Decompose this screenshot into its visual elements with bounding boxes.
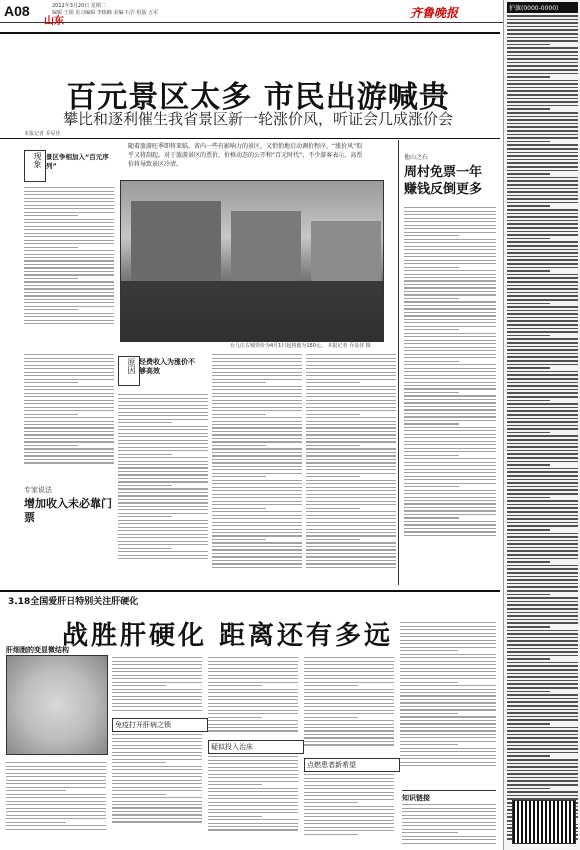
liver-cell-figure: [6, 655, 108, 755]
aside-body: [402, 802, 496, 846]
feature-col-2: [208, 655, 298, 734]
lead-photo: [120, 180, 384, 342]
feature-banner: 3.18全国爱肝日特别关注肝硬化: [8, 597, 139, 607]
reason-title: 经费收入为涨价不够高效: [139, 358, 195, 375]
lead-body-col-3: [212, 352, 302, 570]
feature-subhead-2: 疑似投入治床: [208, 740, 304, 754]
lead-headline: 百元景区太多 市民出游喊贵: [66, 80, 450, 115]
photo-caption: 台儿庄古城票价为4月1日起将涨为160元。 本报记者 乔显佳 摄: [230, 343, 371, 349]
rule: [0, 138, 500, 139]
feature-subhead-3: 点燃患者新希望: [304, 758, 400, 772]
side-title: 周村免票一年赚钱反倒更多: [404, 165, 483, 197]
side-body: [404, 205, 496, 538]
ads-text: [504, 15, 580, 840]
lead-body-col-4: [306, 352, 396, 570]
feature-subhead-1: 免疫打开肝病之锁: [112, 718, 208, 732]
feature-col-3b: [304, 772, 394, 837]
column-divider: [398, 140, 399, 585]
editors-line: 编辑 王娟 见习编辑 李栋楠 美编 石岩 组版 五军: [52, 10, 159, 16]
lead-byline: 本报记者 乔显佳: [24, 131, 61, 137]
expert-title: 增加收入未必靠门票: [24, 497, 112, 524]
lead-body-col-5: [24, 352, 114, 466]
classified-ads-column: [503, 0, 580, 850]
page-number: A08: [4, 3, 30, 19]
newspaper-logo: 齐鲁晚报: [410, 6, 459, 20]
lead-body-col-1: [24, 185, 114, 327]
lead-body-col-2: [118, 392, 208, 562]
expert-kicker: 专家说法: [24, 486, 52, 494]
ads-header: 护旗(0000-0000): [507, 2, 578, 13]
qr-code: [512, 800, 576, 844]
tag-title: 景区争相加入“百元序列”: [46, 153, 109, 170]
top-rule: [0, 32, 500, 34]
lead-subheadline: 攀比和逐利催生我省景区新一轮涨价风，听证会几成涨价会: [62, 110, 453, 128]
date-line: 2012年3月20日 星期二: [52, 3, 106, 9]
reason-label: 原因: [118, 356, 140, 386]
aside-title: 知识链接: [402, 790, 496, 803]
section-name: 山东: [44, 16, 64, 27]
side-kicker: 他山之石: [404, 154, 429, 161]
feature-headline: 战胜肝硬化 距离还有多远: [62, 621, 394, 651]
feature-col-2b: [208, 754, 298, 833]
tag-label: 现象: [24, 150, 46, 182]
figure-title: 肝细胞的变显微结构: [6, 646, 69, 654]
feature-col-1: [112, 655, 202, 713]
feature-col-4: [400, 620, 496, 769]
feature-col-1b: [112, 732, 202, 825]
feature-col-0: [6, 760, 106, 832]
lead-intro: 随着旅游旺季即将来临，省内一些有影响力的景区，又悄悄地启动调价程序，“涨价风”似乎又将刮起。对于旅游景区的票价，价格动态的公开和“百元时代”，不少游客表示，高票价将导致景区冷清。: [128, 143, 363, 168]
feature-col-3: [304, 655, 394, 748]
masthead-meta: [52, 3, 158, 17]
